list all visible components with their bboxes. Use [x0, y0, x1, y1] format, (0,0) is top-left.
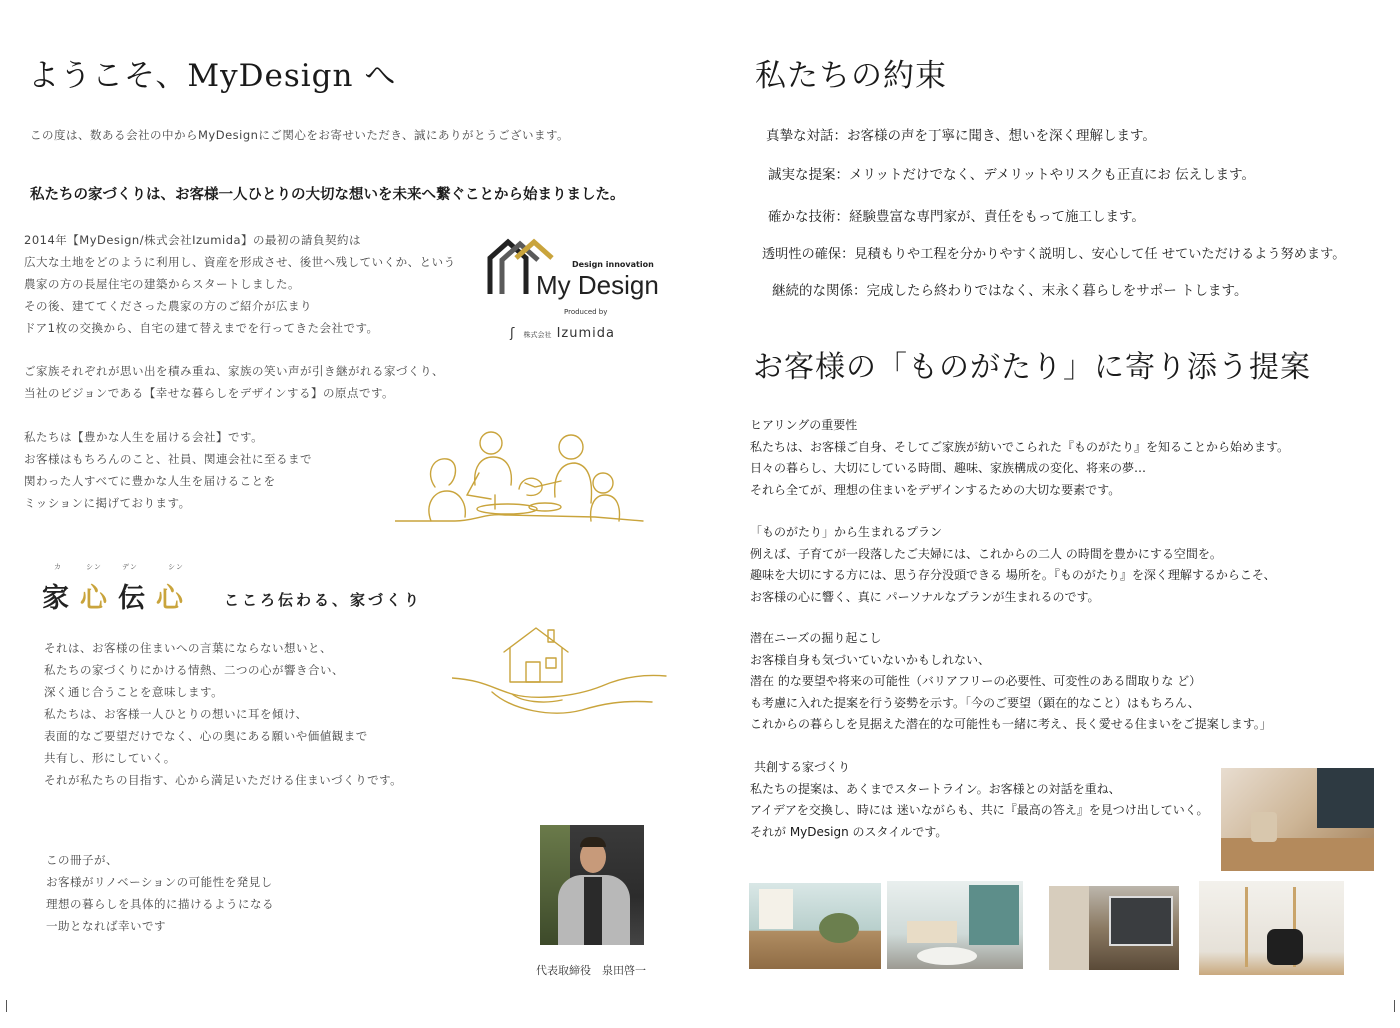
concept-char: 伝 [118, 583, 145, 614]
table-shape [1221, 838, 1374, 871]
history-paragraph [24, 229, 456, 339]
concept-subtitle: こころ伝わる、家づくり [224, 591, 423, 609]
interior-photo-kids-room [887, 881, 1023, 969]
concept-line: それは、お客様の住まいへの言葉にならない想いと、 [44, 641, 332, 655]
closing-line: 一助となれば幸いです [46, 919, 166, 933]
logo-name: My Design [536, 270, 659, 300]
vision-line: ご家族それぞれが思い出を積み重ね、家族の笑い声が引き継がれる家づくり、 [24, 364, 444, 378]
section-line: 私たちは、お客様ご自身、そしてご家族が紡いでこられた『ものがたり』を知ることから始めます。 [750, 439, 1290, 454]
vision-paragraph [24, 360, 444, 404]
section-line: 趣味を大切にする方には、思う存分没頭できる 場所を。『ものがたり』を深く理解するからこそ、 [750, 568, 1276, 582]
story-section-needs [750, 628, 1272, 736]
section-line: これからの暮らしを見据えた潜在的な可能性も一緒に考え、長く愛せる住まいをご提案します。」 [750, 717, 1272, 731]
concept-heading [40, 562, 200, 618]
concept-line: それが私たちの目指す、心から満足いただける住まいづくりです。 [44, 773, 403, 787]
section-line: 例えば、子育てが一段落したご夫婦には、これからの二人 の時間を豊かにする空間を。 [750, 546, 1222, 561]
interior-photo-dining [1221, 768, 1374, 871]
ceo-signature: 代表取締役 泉田啓一 [536, 964, 646, 977]
hair-shape [580, 837, 606, 847]
section-heading: ヒアリングの重要性 [750, 418, 858, 432]
page-edge-mark [6, 1000, 7, 1012]
mission-line: ミッションに掲げております。 [24, 496, 191, 510]
mission-line: 私たちは【豊かな人生を届ける会社】です。 [24, 430, 264, 444]
story-section-plan [750, 522, 1276, 608]
logo-company [510, 322, 615, 341]
section-line: それら全てが、理想の住まいをデザインするための大切な要素です。 [750, 482, 1121, 497]
backpack-shape [1267, 929, 1303, 965]
history-line: ドア1枚の交換から、自宅の建て替えまでを行ってきた会社です。 [24, 321, 379, 335]
concept-char: 家 [42, 583, 69, 614]
history-line: 農家の方の長屋住宅の建築からスタートしました。 [24, 277, 300, 291]
logo-tagline: Design innovation [572, 260, 654, 269]
section-line: アイデアを交換し、時には 迷いながらも、共に『最高の答え』を見つけ出していく。 [750, 803, 1209, 817]
concept-body [44, 637, 402, 791]
history-line: その後、建ててくださった農家の方のご紹介が広まり [24, 299, 312, 313]
closing-line: この冊子が、 [46, 853, 118, 867]
promise-item: 真摯な対話：お客様の声を丁寧に聞き、想いを深く理解します。 [766, 128, 1156, 144]
section-line: 私たちの提案は、あくまでスタートライン。お客様との対話を重ね、 [750, 781, 1121, 796]
rug-shape [917, 947, 977, 965]
history-line: 2014年【MyDesign/株式会社Izumida】の最初の請負契約は [24, 233, 362, 247]
section-line: 潜在 的な要望や将来の可能性（バリアフリーの必要性、可変性のある間取りな ど） [750, 674, 1202, 688]
interior-photo-storage [1049, 886, 1179, 970]
logo-company-name: Izumida [556, 326, 615, 341]
concept-line: 私たちの家づくりにかける情熱、二つの心が響き合い、 [44, 663, 344, 677]
page-edge-mark [1394, 1000, 1395, 1012]
section-heading: 共創する家づくり [754, 760, 851, 774]
glass-door-shape [1109, 896, 1173, 946]
closing-paragraph [46, 849, 274, 937]
plant-shape [819, 913, 859, 943]
concept-line: 共有し、形にしていく。 [44, 751, 176, 765]
window-shape [759, 889, 793, 929]
concept-char-gold: 心 [156, 583, 183, 614]
left-page-title: ようこそ、MyDesign へ [28, 58, 397, 94]
promise-item: 透明性の確保：見積もりや工程を分かりやすく説明し、安心して任 せていただけるよう努めます。 [762, 247, 1346, 262]
section-line: お客様の心に響く、真に パーソナルなプランが生まれるのです。 [750, 589, 1100, 604]
teal-wall-shape [969, 885, 1019, 945]
promise-title: 私たちの約束 [755, 58, 947, 94]
concept-line: 表面的なご要望だけでなく、心の奥にある願いや価値観まで [44, 729, 368, 743]
logo-produced-by: Produced by [564, 308, 608, 316]
section-heading: 「ものがたり」から生まれるプラン [750, 525, 943, 539]
mission-paragraph [24, 426, 312, 514]
closing-line: お客様がリノベーションの可能性を発見し [46, 875, 273, 889]
concept-ruby: カ [54, 563, 62, 571]
concept-ruby: シン [168, 563, 184, 571]
concept-ruby: シン [86, 563, 102, 571]
shirt-shape [584, 877, 602, 945]
logo-company-prefix: 株式会社 [523, 331, 552, 339]
ceo-photo [540, 825, 644, 945]
section-heading: 潜在ニーズの掘り起こし [750, 631, 882, 645]
section-line: 日々の暮らし、大切にしている時間、趣味、家族構成の変化、将来の夢… [750, 461, 1147, 475]
section-line: も考慮に入れた提案を行う姿勢を示す。「今のご要望（顕在的なこと）はもちろん、 [750, 695, 1200, 710]
pole-shape [1245, 887, 1248, 967]
story-section-cocreation [750, 757, 1209, 843]
story-title: お客様の「ものがたり」に寄り添う提案 [753, 350, 1311, 385]
story-section-hearing [750, 415, 1289, 501]
promise-item: 確かな技術：経験豊富な専門家が、責任をもって施工します。 [768, 209, 1145, 225]
mission-line: お客様はもちろんのこと、社員、関連会社に至るまで [24, 452, 312, 466]
concept-ruby: デン [122, 563, 138, 571]
interior-photo-living [749, 883, 881, 969]
history-line: 広大な土地をどのように利用し、資産を形成させ、後世へ残していくか、という [24, 255, 456, 269]
section-line: それが MyDesign のスタイルです。 [750, 824, 948, 839]
swirl-icon: ʃ [510, 326, 515, 341]
chair-shape [1251, 812, 1277, 842]
promise-item: 誠実な提案：メリットだけでなく、デメリットやリスクも正直にお 伝えします。 [768, 167, 1256, 183]
concept-line: 深く通じ合うことを意味します。 [44, 685, 224, 699]
lead-text: 私たちの家づくりは、お客様一人ひとりの大切な想いを未来へ繋ぐことから始まりました。 [30, 187, 625, 203]
family-dining-illustration [395, 425, 645, 535]
shelf-wall-shape [1049, 886, 1089, 970]
concept-char-gold: 心 [80, 583, 107, 614]
shelf-shape [907, 921, 957, 943]
concept-line: 私たちは、お客様一人ひとりの想いに耳を傾け、 [44, 707, 308, 721]
window-shape [1317, 768, 1374, 828]
mission-line: 関わった人すべてに豊かな人生を届けることを [24, 474, 276, 488]
section-line: お客様自身も気づいていないかもしれない、 [750, 652, 991, 667]
mydesign-logo [486, 236, 666, 346]
promise-item: 継続的な関係：完成したら終わりではなく、末永く暮らしをサポー トします。 [772, 283, 1248, 299]
house-in-hands-illustration [452, 622, 668, 722]
vision-line: 当社のビジョンである【幸せな暮らしをデザインする】の原点です。 [24, 386, 395, 400]
closing-line: 理想の暮らしを具体的に描けるようになる [46, 897, 274, 911]
interior-photo-hanger [1199, 881, 1344, 975]
intro-text: この度は、数ある会社の中からMyDesignにご関心をお寄せいただき、誠にありがとうございます。 [30, 128, 570, 142]
